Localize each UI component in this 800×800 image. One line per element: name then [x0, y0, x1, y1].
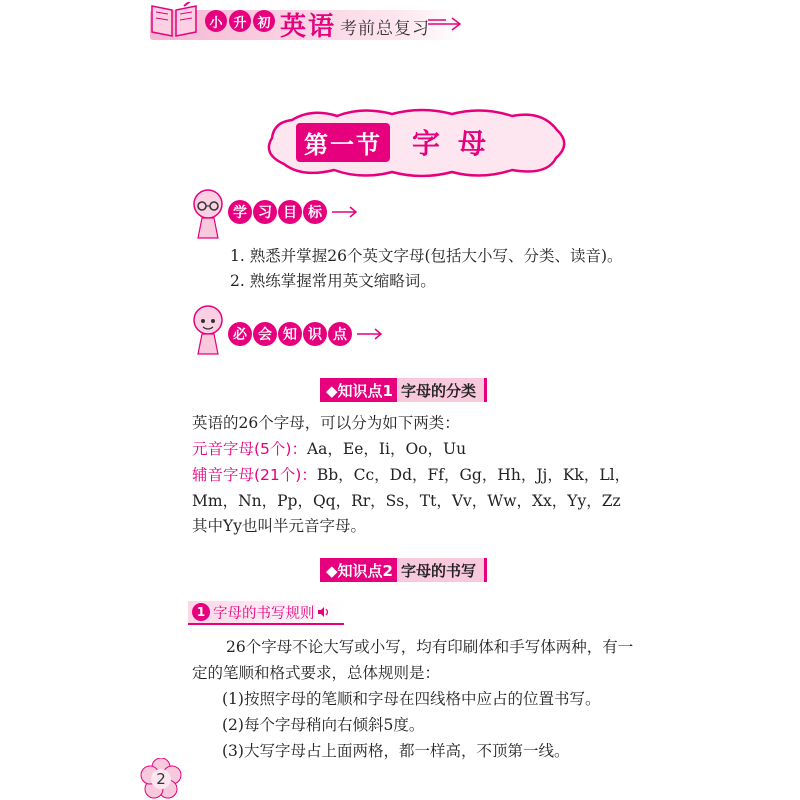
girl-character-icon: [188, 188, 228, 242]
header-circle: 升: [229, 10, 251, 32]
rule-label: 字母的书写规则: [213, 605, 315, 622]
header-arrows-icon: [426, 15, 466, 33]
book-icon: [148, 2, 200, 42]
consonant-letters-cont: Mm，Nn，Pp，Qq，Rr，Ss，Tt，Vv，Ww，Xx，Yy，Zz: [192, 492, 621, 510]
vowel-letters: Aa，Ee，Ii，Oo，Uu: [306, 440, 467, 458]
header-circles: [205, 10, 275, 32]
goals-heading: [228, 200, 362, 224]
header-title: 考前总复习: [340, 19, 430, 39]
rule-item: (2)每个字母稍向右倾斜5度。: [222, 716, 425, 734]
knowledge-heading: [228, 322, 387, 346]
kp2-paragraph-line: 定的笔顺和格式要求，总体规则是：: [192, 664, 441, 682]
girl-character-icon: [188, 304, 228, 358]
arrow-icon: [357, 326, 387, 342]
consonant-letters: Bb，Cc，Dd，Ff，Gg，Hh，Jj，Kk，Ll，: [316, 466, 631, 484]
kp1-label: ◆知识点1: [320, 378, 397, 402]
kp2-bar: [320, 558, 487, 582]
section-title: [296, 122, 516, 162]
kp1-title: 字母的分类: [397, 378, 487, 402]
vowel-label: 元音字母(5个)：: [192, 440, 307, 458]
section-number: 第一节: [296, 123, 390, 162]
goal-item: 2. 熟练掌握常用英文缩略词。: [230, 272, 436, 290]
header-circle: 初: [253, 10, 275, 32]
kp2-paragraph-line: 26个字母不论大写或小写，均有印刷体和手写体两种，有一: [226, 638, 634, 656]
consonant-line: [192, 462, 630, 488]
goals-heading-char: 习: [253, 200, 277, 224]
goals-heading-char: 目: [278, 200, 302, 224]
writing-rules-heading: [188, 601, 344, 625]
consonant-label: 辅音字母(21个)：: [192, 466, 317, 484]
rule-number: 1: [192, 603, 210, 621]
page-number: 2: [156, 770, 166, 788]
goals-heading-char: 学: [228, 200, 252, 224]
rule-item: (1)按照字母的笔顺和字母在四线格中应占的位置书写。: [222, 690, 601, 708]
kp2-label: ◆知识点2: [320, 558, 397, 582]
knowledge-heading-char: 点: [328, 322, 352, 346]
section-name: 字母: [412, 127, 505, 160]
kp1-bar: [320, 378, 487, 402]
kp1-intro: 英语的26个字母，可以分为如下两类：: [192, 414, 460, 432]
knowledge-heading-char: 识: [303, 322, 327, 346]
header-subject: 英语: [280, 12, 337, 42]
knowledge-heading-char: 必: [228, 322, 252, 346]
knowledge-heading-char: 知: [278, 322, 302, 346]
header-circle: 小: [205, 10, 227, 32]
rule-item: (3)大写字母占上面两格，都一样高，不顶第一线。: [222, 742, 570, 760]
vowel-line: [192, 436, 466, 462]
goal-item: 1. 熟悉并掌握26个英文字母(包括大小写、分类、读音)。: [230, 247, 623, 265]
arrow-icon: [332, 204, 362, 220]
kp2-title: 字母的书写: [397, 558, 487, 582]
kp1-note: 其中Yy也叫半元音字母。: [192, 517, 366, 535]
speaker-icon: [317, 606, 331, 618]
goals-heading-char: 标: [303, 200, 327, 224]
knowledge-heading-char: 会: [253, 322, 277, 346]
